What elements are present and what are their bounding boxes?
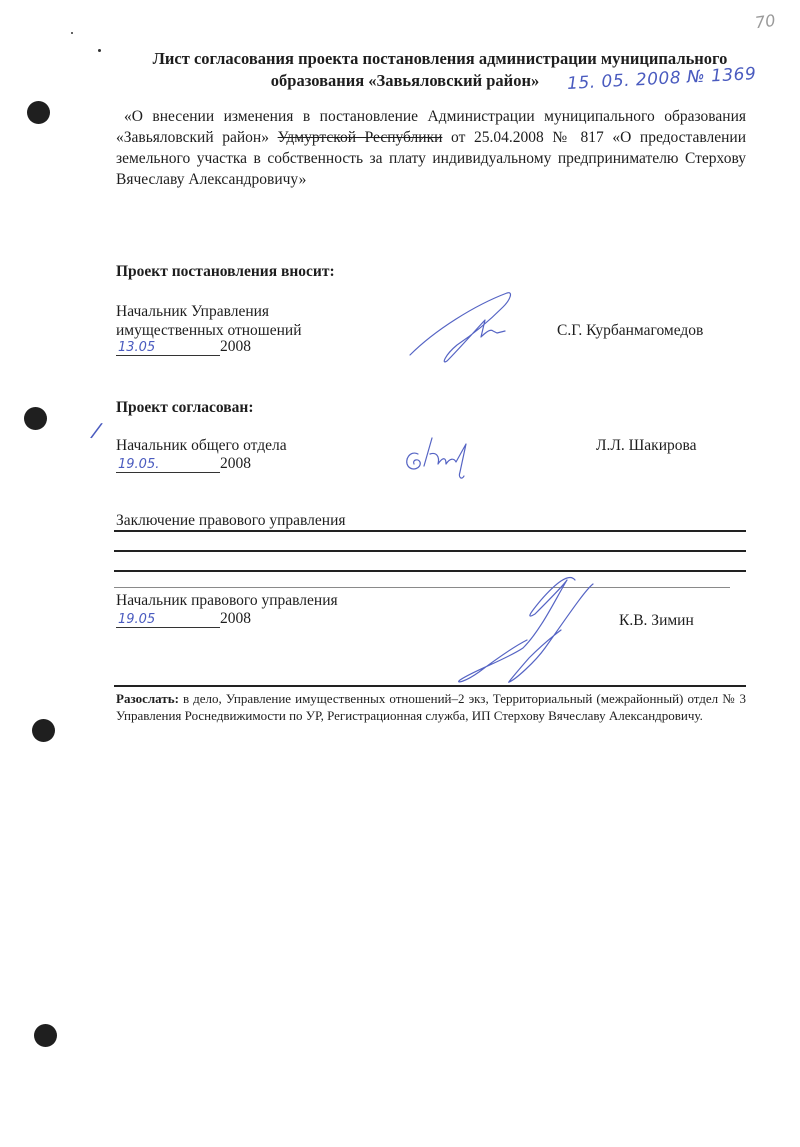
date-blank [116, 337, 220, 356]
punch-hole [32, 719, 55, 742]
legal-conclusion-label: Заключение правового управления [116, 512, 346, 529]
punch-hole [27, 101, 50, 124]
signature-zimin [445, 570, 595, 685]
distribution-label: Разослать: [116, 691, 179, 706]
agreed-heading: Проект согласован: [116, 399, 254, 416]
submitter-year: 2008 [220, 338, 251, 355]
subject-struck-text: Удмуртской Республики [277, 129, 443, 146]
agreed-date-line [116, 454, 251, 473]
conclusion-line [114, 570, 746, 572]
submitted-by-heading: Проект постановления вносит: [116, 263, 335, 280]
submitter-position-line-2: имущественных отношений [116, 322, 302, 339]
signature-stroke [459, 577, 593, 682]
distribution-list [116, 690, 746, 724]
registration-number-handwritten: 15. 05. 2008 № 1369 [566, 64, 757, 94]
date-blank [116, 454, 220, 473]
separator-line [114, 587, 730, 588]
page-number-handwritten: 70 [753, 10, 777, 33]
signature-shakirova [400, 432, 490, 487]
legal-date-line [116, 609, 251, 628]
agreed-position: Начальник общего отдела [116, 437, 287, 454]
signature-stroke [407, 438, 466, 478]
signature-stroke [410, 293, 510, 362]
submitter-position-line-1: Начальник Управления [116, 303, 270, 320]
submitter-date-handwritten: 13.05 [118, 340, 156, 355]
agreed-year: 2008 [220, 455, 251, 472]
punch-hole [24, 407, 47, 430]
distribution-text: в дело, Управление имущественных отношений–2 экз, Территориальный (межрайонный) отдел № 3 Управления Роснедвижимости по УР, Регистрационная служба, ИП Стерхову Вячеславу Александровичу. [116, 691, 746, 723]
date-blank [116, 609, 220, 628]
subject-text-2: от 25.04.2008 № 817 «О предоставлении земельного участка в собственность за плату индивидуальному предпринимателю Стерхову Вячеславу Александровичу» [116, 129, 747, 188]
conclusion-line [114, 530, 746, 532]
punch-hole [34, 1024, 57, 1047]
scan-speck [98, 49, 101, 52]
signature-kurbanmagomedov [395, 285, 535, 370]
legal-name: К.В. Зимин [619, 612, 694, 629]
title-line-1: Лист согласования проекта постановления администрации муниципального [152, 49, 728, 68]
legal-date-handwritten: 19.05 [118, 612, 156, 627]
agreed-name: Л.Л. Шакирова [596, 437, 697, 454]
margin-check-mark: / [90, 417, 102, 443]
submitter-date-line [116, 337, 251, 356]
document-subject [116, 106, 746, 190]
title-line-2: образования «Завьяловский район» [270, 71, 540, 90]
legal-position: Начальник правового управления [116, 592, 338, 609]
scan-speck [71, 32, 73, 34]
submitter-name: С.Г. Курбанмагомедов [557, 322, 704, 339]
conclusion-line [114, 550, 746, 552]
agreed-date-handwritten: 19.05. [118, 457, 160, 472]
legal-year: 2008 [220, 610, 251, 627]
distribution-rule [114, 685, 746, 687]
subject-text-1: «О внесении изменения в постановление Администрации муниципального образования «Завьяловский район» [116, 108, 746, 146]
